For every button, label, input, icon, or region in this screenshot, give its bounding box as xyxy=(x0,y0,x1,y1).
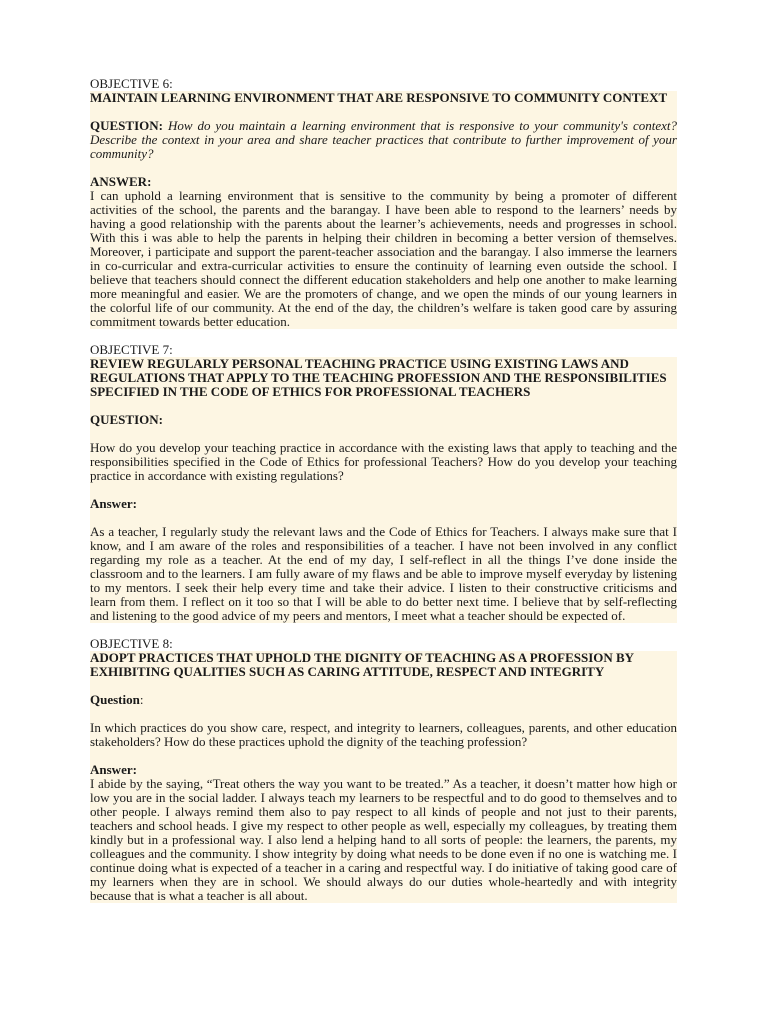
question-text: In which practices do you show care, respect, and integrity to learners, colleagues, parents, and other education stakeholders? How do these practices uphold the dignity of the teaching profession? xyxy=(90,720,677,749)
question-label: QUESTION: xyxy=(90,118,163,133)
question-colon: : xyxy=(139,692,144,707)
answer-text: I can uphold a learning environment that is sensitive to the community by being a promoter of different activities of the school, the parents and the barangay. I have been able to respond to the learners’ needs by having a good relationship with the parents about the learner’s achievements, needs and progresses in school. With this i was able to help the parents in helping their children in becoming a better version of themselves. Moreover, i participate and support the parent-teacher association and the barangay. I also immerse the learners in co-curricular and extra-curricular activities to ensure the continuity of learning even outside the school. I believe that teachers should connect the different education stakeholders and help one another to make learning more meaningful and easier. We are the promoters of change, and we open the minds of our young learners in the colorful life of our community. At the end of the day, the children’s welfare is taken good care by assuring commitment towards better education. xyxy=(90,188,677,329)
objective-6-title: MAINTAIN LEARNING ENVIRONMENT THAT ARE RESPONSIVE TO COMMUNITY CONTEXT xyxy=(90,91,677,105)
objective-6-label: OBJECTIVE 6: xyxy=(90,77,677,91)
question-text: How do you develop your teaching practice in accordance with the existing laws that apply to teaching and the responsibilities specified in the Code of Ethics for professional Teachers? How do you develop your teaching practice in accordance with existing regulations? xyxy=(90,440,677,483)
question-label: QUESTION: xyxy=(90,413,677,427)
objective-7-title: REVIEW REGULARLY PERSONAL TEACHING PRACTICE USING EXISTING LAWS AND REGULATIONS THAT APPLY TO THE TEACHING PROFESSION AND THE RESPONSIBILITIES SPECIFIED IN THE CODE OF ETHICS FOR PROFESSIONAL TEACHERS xyxy=(90,357,677,399)
answer-label: ANSWER: xyxy=(90,175,677,189)
objective-6-question xyxy=(90,119,677,161)
objective-8-section xyxy=(90,637,677,903)
question-label: Question xyxy=(90,692,140,707)
question-text: How do you maintain a learning environment that is responsive to your community's context? Describe the context in your area and share teacher practices that contribute to further improvement of your community? xyxy=(90,118,677,161)
objective-7-label: OBJECTIVE 7: xyxy=(90,343,677,357)
objective-6-section xyxy=(90,77,677,329)
objective-8-label: OBJECTIVE 8: xyxy=(90,637,677,651)
answer-label: Answer: xyxy=(90,763,677,777)
objective-8-title: ADOPT PRACTICES THAT UPHOLD THE DIGNITY OF TEACHING AS A PROFESSION BY EXHIBITING QUALITIES SUCH AS CARING ATTITUDE, RESPECT AND INTEGRITY xyxy=(90,651,677,679)
answer-text: I abide by the saying, “Treat others the way you want to be treated.” As a teacher, it doesn’t matter how high or low you are in the social ladder. I always teach my learners to be respectful and to do good to themselves and to other people. I always remind them also to pay respect to all kinds of people and not just to their parents, teachers and school heads. I give my respect to other people as well, especially my colleagues, by treating them kindly but in a professional way. I also lend a helping hand to all sorts of people: the learners, the parents, my colleagues and the community. I show integrity by doing what needs to be done even if no one is watching me. I continue doing what is expected of a teacher in a caring and respectful way. I do initiative of taking good care of my learners when they are in school. We should always do our duties whole-heartedly and with integrity because that is what a teacher is all about. xyxy=(90,776,677,903)
objective-8-question-heading xyxy=(90,693,677,707)
document-page xyxy=(90,77,677,903)
answer-label: Answer: xyxy=(90,497,677,511)
objective-7-section xyxy=(90,343,677,623)
answer-text: As a teacher, I regularly study the relevant laws and the Code of Ethics for Teachers. I always make sure that I know, and I am aware of the roles and responsibilities of a teacher. I have not been involved in any conflict regarding my role as a teacher. At the end of my day, I self-reflect in all the things I’ve done inside the classroom and to the learners. I am fully aware of my flaws and be able to improve myself everyday by listening to my mentors. I seek their help every time and take their advice. I listen to their constructive criticisms and learn from them. I reflect on it too so that I will be able to do better next time. I believe that by self-reflecting and listening to the good advice of my peers and mentors, I meet what a teacher should be expected of. xyxy=(90,524,677,623)
